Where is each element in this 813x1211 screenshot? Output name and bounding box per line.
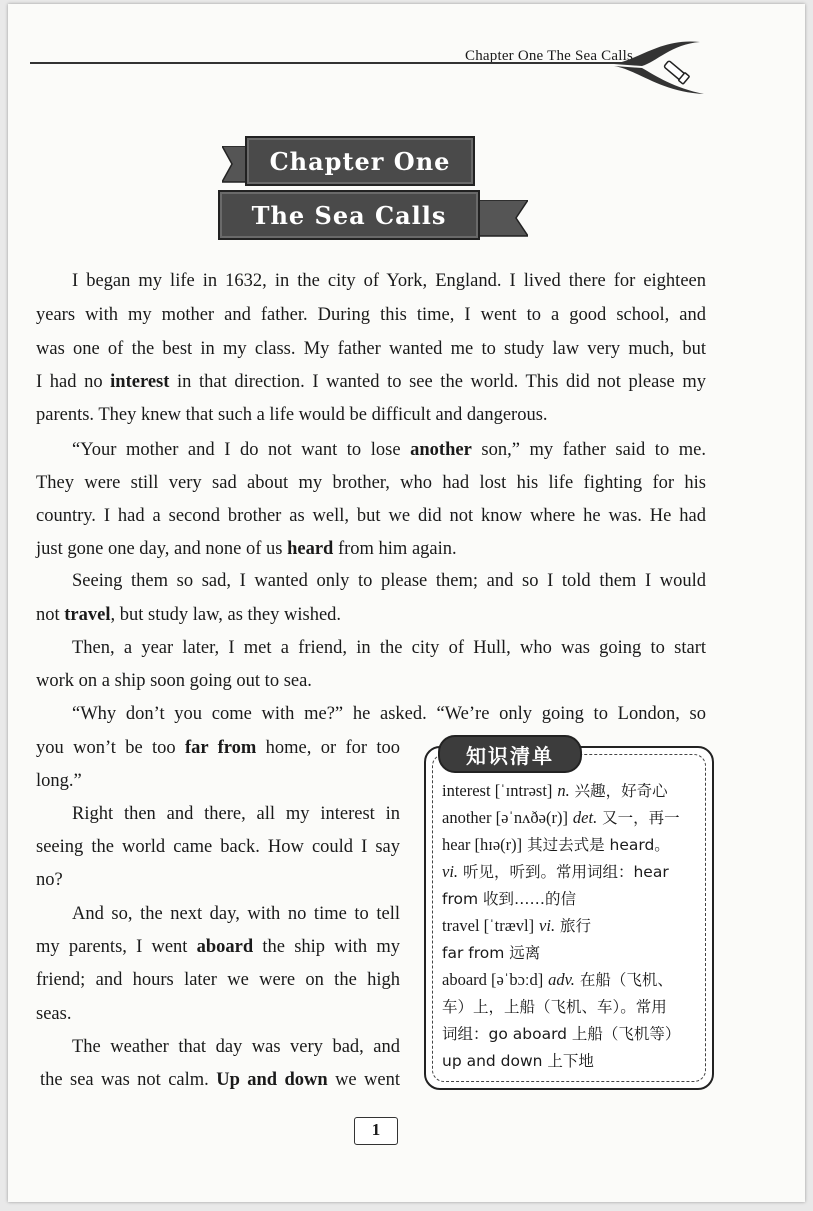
glossary-entry-far-from: far from 远离 — [442, 944, 541, 962]
text-line: no? — [36, 870, 63, 890]
glossary-entry-hear-from: from 收到……的信 — [442, 890, 576, 908]
text-line: “Why don’t you come with me?” he asked. “We’re only going to London, so — [72, 704, 706, 724]
vocab-up-and-down: Up and down — [216, 1070, 328, 1090]
text-line: I began my life in 1632, in the city of York, England. I lived there for eighteen — [72, 271, 706, 291]
vocab-interest: interest — [110, 372, 170, 392]
glossary-entry-aboard-cont: 车）上，上船（飞机、车）。常用 — [442, 998, 667, 1016]
vocab-far-from: far from — [185, 738, 257, 758]
text-line: seeing the world came back. How could I say — [36, 837, 400, 857]
chapter-number: Chapter One — [269, 146, 451, 176]
glossary-entry-travel: travel [ˈtrævl] vi. 旅行 — [442, 916, 592, 935]
text-line: And so, the next day, with no time to tell — [72, 904, 400, 924]
chapter-number-ribbon — [245, 136, 475, 186]
glossary-entry-another: another [əˈnʌðə(r)] det. 又一，再一 — [442, 808, 680, 827]
text-line: I had no interest in that direction. I wanted to see the world. This did not please my — [36, 372, 706, 392]
chapter-title: The Sea Calls — [251, 200, 447, 230]
glossary-entry-interest: interest [ˈɪntrəst] n. 兴趣，好奇心 — [442, 781, 668, 800]
glossary-entry-hear: hear [hɪə(r)] 其过去式是 heard。 — [442, 835, 670, 854]
running-title: Chapter One The Sea Calls — [464, 48, 633, 64]
text-line: Then, a year later, I met a friend, in the city of Hull, who was going to start — [72, 638, 706, 658]
text-line: you won’t be too far from home, or for too — [36, 738, 400, 758]
text-line: friend; and hours later we were on the high — [36, 970, 400, 990]
text-line: not travel, but study law, as they wished. — [36, 605, 342, 625]
text-line: just gone one day, and none of us heard from him again. — [36, 539, 457, 559]
text-line: work on a ship soon going out to sea. — [36, 671, 312, 691]
vocab-travel: travel — [64, 605, 111, 625]
text-line: country. I had a second brother as well, but we did not know where he was. He had — [36, 506, 706, 526]
text-line: my parents, I went aboard the ship with my — [36, 937, 400, 957]
header-rule — [30, 62, 645, 64]
glossary-entry-hear-cont: vi. 听见，听到。常用词组：hear — [442, 862, 669, 881]
text-line: “Your mother and I do not want to lose another son,” my father said to me. — [72, 440, 706, 460]
spyglass-icon — [612, 36, 708, 100]
vocab-heard: heard — [287, 539, 334, 559]
vocab-another: another — [410, 440, 472, 460]
text-line: Right then and there, all my interest in — [72, 804, 400, 824]
glossary-entry-aboard: aboard [əˈbɔːd] adv. 在船（飞机、 — [442, 970, 673, 989]
text-line: parents. They knew that such a life would be difficult and dangerous. — [36, 405, 548, 425]
glossary-tag: 知识清单 — [438, 735, 582, 773]
text-line: was one of the best in my class. My father wanted me to study law very much, but — [36, 339, 706, 359]
text-line: seas. — [36, 1004, 72, 1024]
chapter-title-ribbon — [218, 190, 480, 240]
text-line: long.” — [36, 771, 82, 791]
glossary-entry-go-aboard: 词组：go aboard 上船（飞机等） — [442, 1025, 681, 1043]
text-line: years with my mother and father. During this time, I went to a good school, and — [36, 305, 706, 325]
text-line: They were still very sad about my brother, who had lost his life fighting for his — [36, 473, 706, 493]
page-number: 1 — [371, 1120, 381, 1139]
text-line: the sea was not calm. Up and down we went — [40, 1070, 400, 1090]
glossary-entry-up-and-down: up and down 上下地 — [442, 1052, 594, 1070]
page-number-box — [354, 1117, 398, 1145]
text-line: The weather that day was very bad, and — [72, 1037, 400, 1057]
text-line: Seeing them so sad, I wanted only to please them; and so I told them I would — [72, 571, 706, 591]
vocab-aboard: aboard — [196, 937, 254, 957]
